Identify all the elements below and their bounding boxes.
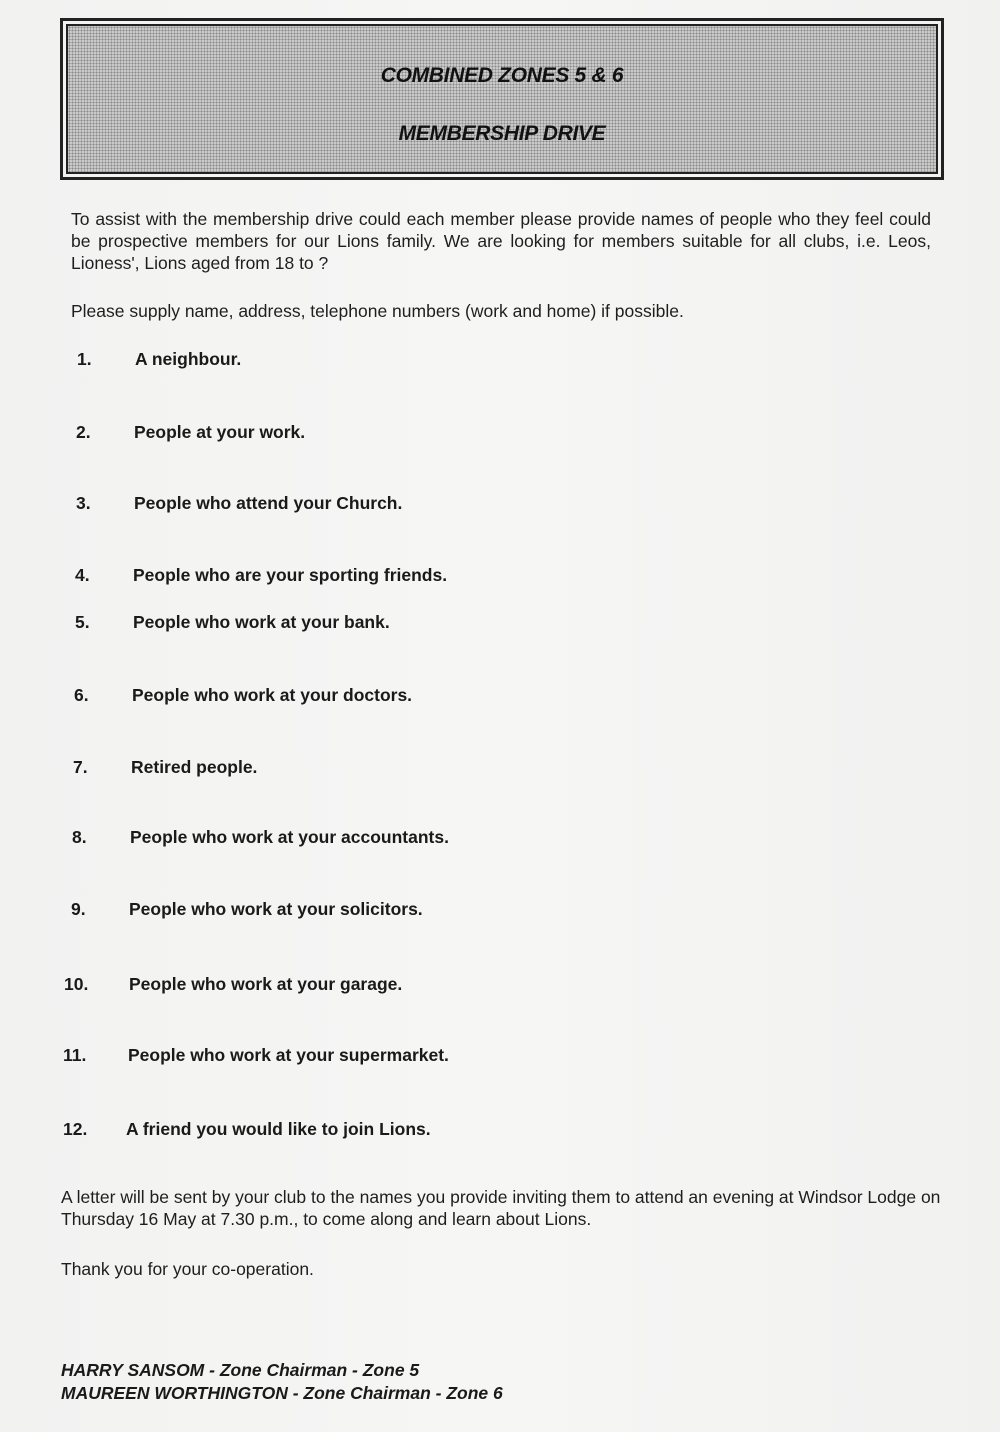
list-item-number: 3.: [76, 493, 91, 513]
list-item-text: People at your work.: [134, 422, 306, 442]
list-item-text: People who work at your doctors.: [132, 685, 413, 705]
list-item-text: Retired people.: [131, 757, 258, 777]
list-item-number: 8.: [72, 827, 87, 847]
list-item-text: A neighbour.: [135, 349, 242, 369]
list-item-text: A friend you would like to join Lions.: [126, 1119, 431, 1139]
list-item-number: 10.: [64, 974, 89, 994]
list-item-text: People who work at your solicitors.: [129, 899, 423, 919]
list-item-text: People who work at your supermarket.: [128, 1045, 449, 1065]
list-item-number: 9.: [71, 899, 86, 919]
intro-paragraph: To assist with the membership drive could each member please provide names of people who they feel could be prospective members for our Lions family. We are looking for members suitable for all clubs, i.e. Leos, Lioness', Lions aged from 18 to ?: [71, 209, 931, 273]
signature-zone-6: MAUREEN WORTHINGTON - Zone Chairman - Zone 6: [61, 1383, 503, 1403]
header-banner-inner: [66, 24, 938, 174]
invitation-paragraph: A letter will be sent by your club to the names you provide inviting them to attend an evening at Windsor Lodge on Thursday 16 May at 7.30 p.m., to come along and learn about Lions.: [61, 1187, 941, 1229]
list-item-text: People who work at your garage.: [129, 974, 403, 994]
list-item-text: People who are your sporting friends.: [133, 565, 448, 585]
instructions-paragraph: Please supply name, address, telephone numbers (work and home) if possible.: [71, 301, 684, 321]
list-item-text: People who work at your bank.: [133, 612, 390, 632]
list-item-number: 7.: [73, 757, 88, 777]
document-subtitle: MEMBERSHIP DRIVE: [398, 122, 606, 145]
thank-you-text: Thank you for your co-operation.: [61, 1259, 314, 1279]
list-item-number: 1.: [77, 349, 92, 369]
list-item-number: 4.: [75, 565, 90, 585]
list-item-number: 12.: [63, 1119, 88, 1139]
signature-zone-5: HARRY SANSOM - Zone Chairman - Zone 5: [61, 1360, 420, 1380]
list-item-number: 2.: [76, 422, 91, 442]
header-banner: [60, 18, 944, 180]
list-item-number: 5.: [75, 612, 90, 632]
list-item-number: 6.: [74, 685, 89, 705]
list-item-number: 11.: [63, 1045, 87, 1065]
document-title: COMBINED ZONES 5 & 6: [380, 64, 624, 87]
list-item-text: People who work at your accountants.: [130, 827, 449, 847]
list-item-text: People who attend your Church.: [134, 493, 403, 513]
